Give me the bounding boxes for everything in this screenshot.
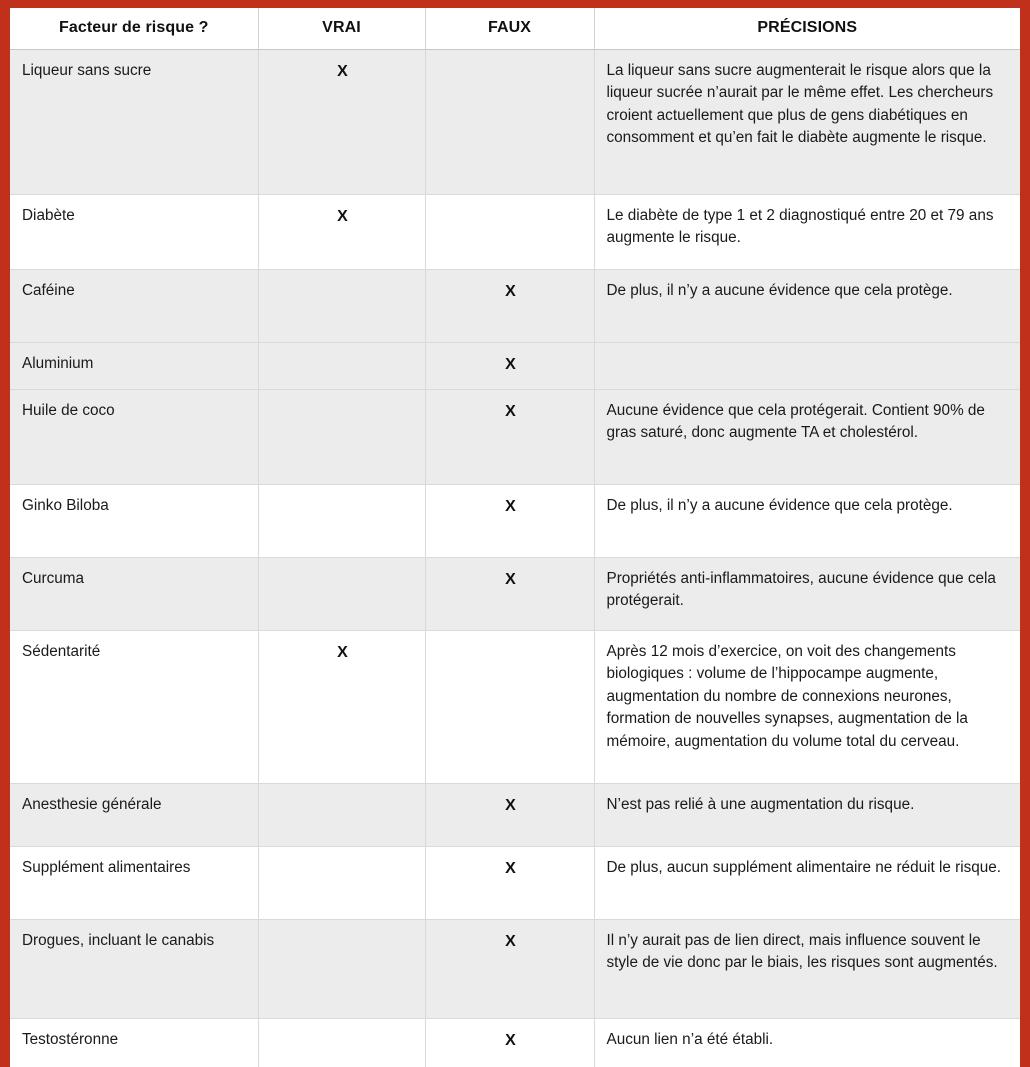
cell-factor: Supplément alimentaires: [10, 847, 258, 920]
cell-faux-mark: X: [425, 270, 594, 343]
table-container: [10, 8, 1020, 903]
table-row: [10, 920, 1020, 1019]
table-row: [10, 343, 1020, 390]
cell-factor: Anesthesie générale: [10, 784, 258, 847]
cell-factor: Testostéronne: [10, 1019, 258, 1067]
table-row: [10, 195, 1020, 270]
table-row: [10, 485, 1020, 558]
table-row: [10, 50, 1020, 195]
cell-vrai-mark: X: [258, 195, 425, 270]
cell-factor: Caféine: [10, 270, 258, 343]
cell-precision: Après 12 mois d’exercice, on voit des changements biologiques : volume de l’hippocampe augmente, augmentation du nombre de connexions neurones, formation de nouvelles synapses, augmentation de la mémoire, augmentation du volume total du cerveau.: [594, 631, 1020, 784]
cell-faux-mark: [425, 50, 594, 195]
cell-precision: Il n’y aurait pas de lien direct, mais influence souvent le style de vie donc par le biais, les risques sont augmentés.: [594, 920, 1020, 1019]
cell-precision: De plus, il n’y a aucune évidence que cela protège.: [594, 485, 1020, 558]
table-row: [10, 631, 1020, 784]
cell-faux-mark: X: [425, 343, 594, 390]
cell-faux-mark: [425, 631, 594, 784]
cell-factor: Ginko Biloba: [10, 485, 258, 558]
cell-precision: Aucun lien n’a été établi.: [594, 1019, 1020, 1067]
cell-vrai-mark: [258, 847, 425, 920]
cell-faux-mark: X: [425, 1019, 594, 1067]
cell-vrai-mark: [258, 390, 425, 485]
cell-factor: Huile de coco: [10, 390, 258, 485]
cell-factor: Curcuma: [10, 558, 258, 631]
cell-factor: Aluminium: [10, 343, 258, 390]
cell-faux-mark: X: [425, 485, 594, 558]
table-row: [10, 270, 1020, 343]
table-row: [10, 784, 1020, 847]
table-row: [10, 558, 1020, 631]
cell-precision: Le diabète de type 1 et 2 diagnostiqué entre 20 et 79 ans augmente le risque.: [594, 195, 1020, 270]
cell-precision: De plus, aucun supplément alimentaire ne réduit le risque.: [594, 847, 1020, 920]
cell-factor: Liqueur sans sucre: [10, 50, 258, 195]
cell-precision: La liqueur sans sucre augmenterait le risque alors que la liqueur sucrée n’aurait par le même effet. Les chercheurs croient actuellement que plus de gens diabétiques en consomment et qu’en fait le diabète augmente le risque.: [594, 50, 1020, 195]
cell-precision: De plus, il n’y a aucune évidence que cela protège.: [594, 270, 1020, 343]
cell-vrai-mark: [258, 920, 425, 1019]
cell-vrai-mark: [258, 558, 425, 631]
cell-faux-mark: X: [425, 558, 594, 631]
cell-precision: Propriétés anti-inflammatoires, aucune évidence que cela protégerait.: [594, 558, 1020, 631]
cell-faux-mark: X: [425, 847, 594, 920]
cell-factor: Sédentarité: [10, 631, 258, 784]
cell-vrai-mark: X: [258, 631, 425, 784]
cell-precision: Aucune évidence que cela protégerait. Contient 90% de gras saturé, donc augmente TA et cholestérol.: [594, 390, 1020, 485]
cell-vrai-mark: [258, 784, 425, 847]
cell-faux-mark: [425, 195, 594, 270]
cell-faux-mark: X: [425, 390, 594, 485]
cell-vrai-mark: X: [258, 50, 425, 195]
cell-vrai-mark: [258, 270, 425, 343]
column-header-faux: FAUX: [425, 8, 594, 50]
risk-factor-table: [10, 8, 1020, 1067]
column-header-vrai: VRAI: [258, 8, 425, 50]
cell-precision: N’est pas relié à une augmentation du risque.: [594, 784, 1020, 847]
cell-factor: Diabète: [10, 195, 258, 270]
cell-precision: [594, 343, 1020, 390]
table-body: [10, 50, 1020, 1067]
cell-factor: Drogues, incluant le canabis: [10, 920, 258, 1019]
cell-faux-mark: X: [425, 784, 594, 847]
column-header-precisions: PRÉCISIONS: [594, 8, 1020, 50]
table-row: [10, 390, 1020, 485]
cell-faux-mark: X: [425, 920, 594, 1019]
cell-vrai-mark: [258, 343, 425, 390]
table-row: [10, 847, 1020, 920]
header-row: [10, 8, 1020, 50]
cell-vrai-mark: [258, 485, 425, 558]
cell-vrai-mark: [258, 1019, 425, 1067]
table-row: [10, 1019, 1020, 1067]
column-header-factor: Facteur de risque ?: [10, 8, 258, 50]
table-header: [10, 8, 1020, 50]
